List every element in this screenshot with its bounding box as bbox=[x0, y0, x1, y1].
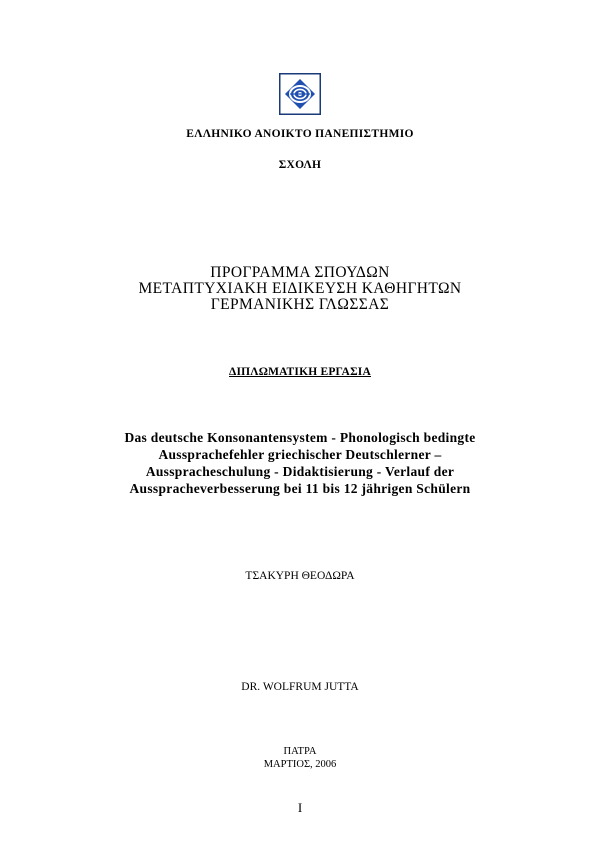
supervisor-name: DR. WOLFRUM JUTTA bbox=[241, 681, 359, 693]
program-line: ΜΕΤΑΠΤΥΧΙΑΚΗ ΕΙΔΙΚΕΥΣΗ ΚΑΘΗΓΗΤΩΝ bbox=[138, 280, 462, 297]
author-name: ΤΣΑΚΥΡΗ ΘΕΟΔΩΡΑ bbox=[245, 570, 355, 582]
thesis-title-line: Ausspracheverbesserung bei 11 bis 12 jährigen Schülern bbox=[129, 481, 471, 496]
program-line: ΠΡΟΓΡΑΜΜΑ ΣΠΟΥΔΩΝ bbox=[210, 264, 390, 281]
thesis-title-line: Ausspracheschulung - Didaktisierung - Verlauf der bbox=[145, 464, 455, 479]
thesis-title bbox=[0, 429, 600, 497]
thesis-title-line: Das deutsche Konsonantensystem - Phonologisch bedingte bbox=[124, 430, 476, 445]
page-number: I bbox=[297, 800, 303, 815]
program-line: ΓΕΡΜΑΝΙΚΗΣ ΓΛΩΣΣΑΣ bbox=[210, 296, 390, 313]
thesis-type-label: ΔΙΠΛΩΜΑΤΙΚΗ ΕΡΓΑΣΙΑ bbox=[229, 366, 371, 378]
submission-date: ΜΑΡΤΙΟΣ, 2006 bbox=[263, 759, 337, 770]
university-name: ΕΛΛΗΝΙΚΟ ΑΝΟΙΚΤΟ ΠΑΝΕΠΙΣΤΗΜΙΟ bbox=[186, 128, 414, 140]
thesis-type-heading bbox=[0, 366, 600, 378]
thesis-title-line: Aussprachefehler griechischer Deutschlerner – bbox=[158, 447, 442, 462]
university-emblem-icon bbox=[279, 73, 321, 115]
city-name: ΠΑΤΡΑ bbox=[283, 746, 317, 757]
school-name: ΣΧΟΛΗ bbox=[278, 159, 322, 171]
study-program bbox=[0, 265, 600, 313]
